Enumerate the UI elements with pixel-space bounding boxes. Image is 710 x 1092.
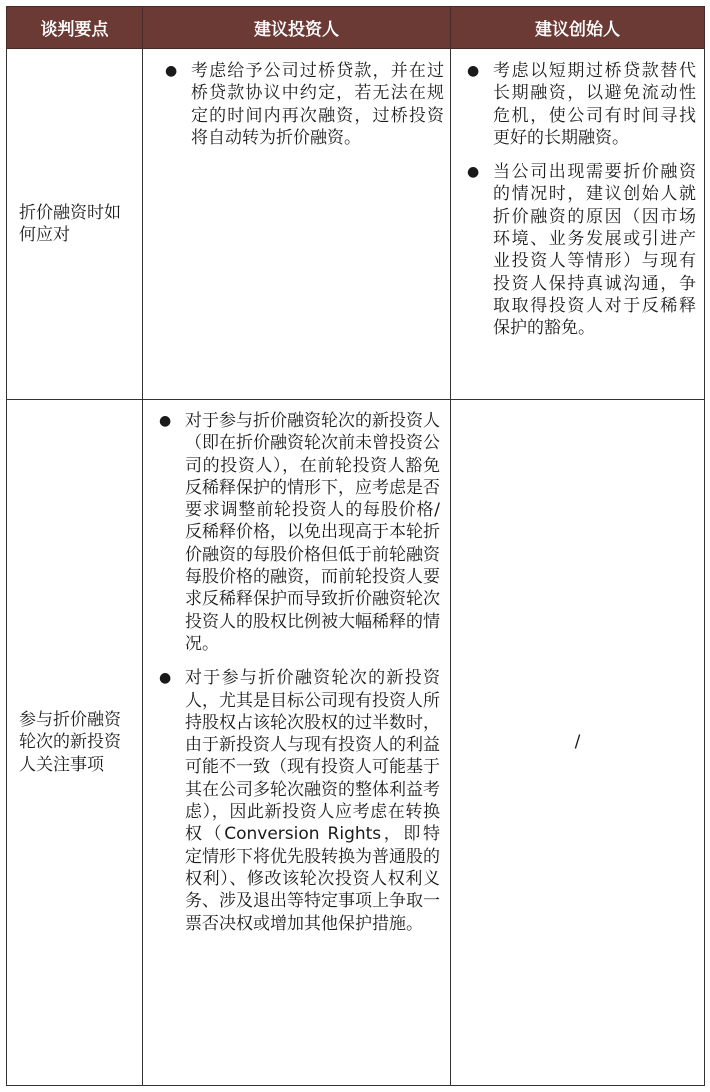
investor-advice-cell (143, 400, 451, 1086)
list-item: ● 对于参与折价融资轮次的新投资人（即在折价融资轮次前未曾投资公司的投资人），在前轮投资人豁免反稀释保护的情形下，应考虑是否要求调整前轮投资人的每股价格/反稀释价格，以免出现高于本轮折价融资的每股价格但低于前轮融资每股价格的融资，而前轮投资人要求反稀释保护而导致折价融资轮次投资人的股权比例被大幅稀释的情况。 (147, 410, 440, 655)
investor-advice-list (143, 400, 450, 935)
topic-cell: 参与折价融资轮次的新投资人关注事项 (7, 400, 143, 1086)
list-item: ● 考虑以短期过桥贷款替代长期融资，以避免流动性危机，使公司有时间寻找更好的长期融资。 (455, 60, 696, 149)
founder-advice-cell (451, 49, 705, 400)
list-item: ● 考虑给予公司过桥贷款，并在过桥贷款协议中约定，若无法在规定的时间内再次融资，过桥投资将自动转为折价融资。 (153, 60, 444, 149)
table-row (7, 400, 705, 1086)
header-founder-advice: 建议创始人 (451, 7, 705, 49)
list-item: ● 当公司出现需要折价融资的情况时，建议创始人就折价融资的原因（因市场环境、业务发展或引进产业投资人等情形）与现有投资人保持真诚沟通，争取取得投资人对于反稀释保护的豁免。 (455, 161, 696, 339)
header-negotiation-point: 谈判要点 (7, 7, 143, 49)
table-row (7, 49, 705, 400)
founder-advice-cell-empty: / (451, 400, 705, 1086)
list-item: ● 对于参与折价融资轮次的新投资人，尤其是目标公司现有投资人所持股权占该轮次股权的过半数时，由于新投资人与现有投资人的利益可能不一致（现有投资人可能基于其在公司多轮次融资的整体利益考虑），因此新投资人应考虑在转换权（Conversion Rights，即特定情形下将优先股转换为普通股的权利）、修改该轮次投资人权利义务、涉及退出等特定事项上争取一票否决权或增加其他保护措施。 (147, 667, 440, 935)
investor-advice-list (143, 49, 450, 149)
investor-advice-cell (143, 49, 451, 400)
topic-cell: 折价融资时如何应对 (7, 49, 143, 400)
header-investor-advice: 建议投资人 (143, 7, 451, 49)
founder-advice-list (451, 49, 704, 340)
table-header-row (7, 7, 705, 49)
negotiation-points-table (6, 6, 705, 1086)
